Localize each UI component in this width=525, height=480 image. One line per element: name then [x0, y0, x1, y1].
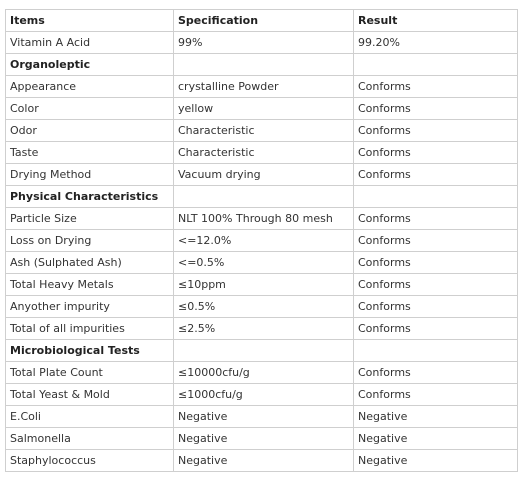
cell-item: Total of all impurities	[6, 318, 174, 340]
table-header-row	[6, 10, 518, 32]
cell-item: Vitamin A Acid	[6, 32, 174, 54]
cell-specification: Negative	[174, 428, 354, 450]
cell-item: Appearance	[6, 76, 174, 98]
cell-specification: Negative	[174, 450, 354, 472]
cell-result: Negative	[354, 428, 518, 450]
cell-item: Total Plate Count	[6, 362, 174, 384]
table-body	[6, 32, 518, 472]
section-row	[6, 340, 518, 362]
section-title: Organoleptic	[6, 54, 174, 76]
cell-result	[354, 54, 518, 76]
cell-specification: NLT 100% Through 80 mesh	[174, 208, 354, 230]
table-row	[6, 428, 518, 450]
cell-specification: Characteristic	[174, 142, 354, 164]
cell-item: Total Heavy Metals	[6, 274, 174, 296]
cell-specification	[174, 54, 354, 76]
header-specification: Specification	[174, 10, 354, 32]
cell-result: Conforms	[354, 362, 518, 384]
table-row	[6, 318, 518, 340]
cell-specification	[174, 340, 354, 362]
table-row	[6, 406, 518, 428]
cell-result: Conforms	[354, 384, 518, 406]
cell-specification: <=0.5%	[174, 252, 354, 274]
cell-result: Conforms	[354, 142, 518, 164]
table-row	[6, 450, 518, 472]
cell-specification: ≤1000cfu/g	[174, 384, 354, 406]
cell-item: Salmonella	[6, 428, 174, 450]
cell-item: Taste	[6, 142, 174, 164]
table-row	[6, 164, 518, 186]
cell-result: Conforms	[354, 230, 518, 252]
cell-result	[354, 340, 518, 362]
cell-specification: crystalline Powder	[174, 76, 354, 98]
section-title: Physical Characteristics	[6, 186, 174, 208]
header-result: Result	[354, 10, 518, 32]
cell-specification: ≤10ppm	[174, 274, 354, 296]
cell-specification: Negative	[174, 406, 354, 428]
cell-result: Conforms	[354, 296, 518, 318]
cell-result: Conforms	[354, 164, 518, 186]
cell-item: Particle Size	[6, 208, 174, 230]
table-row	[6, 230, 518, 252]
cell-result: 99.20%	[354, 32, 518, 54]
cell-specification	[174, 186, 354, 208]
table-row	[6, 76, 518, 98]
cell-specification: Characteristic	[174, 120, 354, 142]
section-row	[6, 186, 518, 208]
table-row	[6, 362, 518, 384]
cell-specification: yellow	[174, 98, 354, 120]
cell-item: Ash (Sulphated Ash)	[6, 252, 174, 274]
table-row	[6, 384, 518, 406]
specification-table	[5, 9, 518, 472]
table-row	[6, 252, 518, 274]
cell-item: Drying Method	[6, 164, 174, 186]
cell-result: Conforms	[354, 120, 518, 142]
cell-result: Conforms	[354, 274, 518, 296]
cell-specification: Vacuum drying	[174, 164, 354, 186]
cell-result: Negative	[354, 406, 518, 428]
cell-item: Loss on Drying	[6, 230, 174, 252]
section-title: Microbiological Tests	[6, 340, 174, 362]
cell-specification: ≤2.5%	[174, 318, 354, 340]
cell-result: Conforms	[354, 98, 518, 120]
table-row	[6, 274, 518, 296]
cell-specification: 99%	[174, 32, 354, 54]
cell-specification: ≤0.5%	[174, 296, 354, 318]
cell-result: Conforms	[354, 252, 518, 274]
cell-item: Total Yeast & Mold	[6, 384, 174, 406]
cell-item: Color	[6, 98, 174, 120]
cell-item: Odor	[6, 120, 174, 142]
table-row	[6, 296, 518, 318]
cell-item: E.Coli	[6, 406, 174, 428]
cell-item: Staphylococcus	[6, 450, 174, 472]
table-row	[6, 208, 518, 230]
table-row	[6, 32, 518, 54]
cell-specification: ≤10000cfu/g	[174, 362, 354, 384]
cell-specification: <=12.0%	[174, 230, 354, 252]
cell-result: Conforms	[354, 318, 518, 340]
cell-result: Negative	[354, 450, 518, 472]
cell-result: Conforms	[354, 208, 518, 230]
cell-result	[354, 186, 518, 208]
table-row	[6, 142, 518, 164]
cell-item: Anyother impurity	[6, 296, 174, 318]
table-row	[6, 98, 518, 120]
header-items: Items	[6, 10, 174, 32]
section-row	[6, 54, 518, 76]
table-row	[6, 120, 518, 142]
cell-result: Conforms	[354, 76, 518, 98]
